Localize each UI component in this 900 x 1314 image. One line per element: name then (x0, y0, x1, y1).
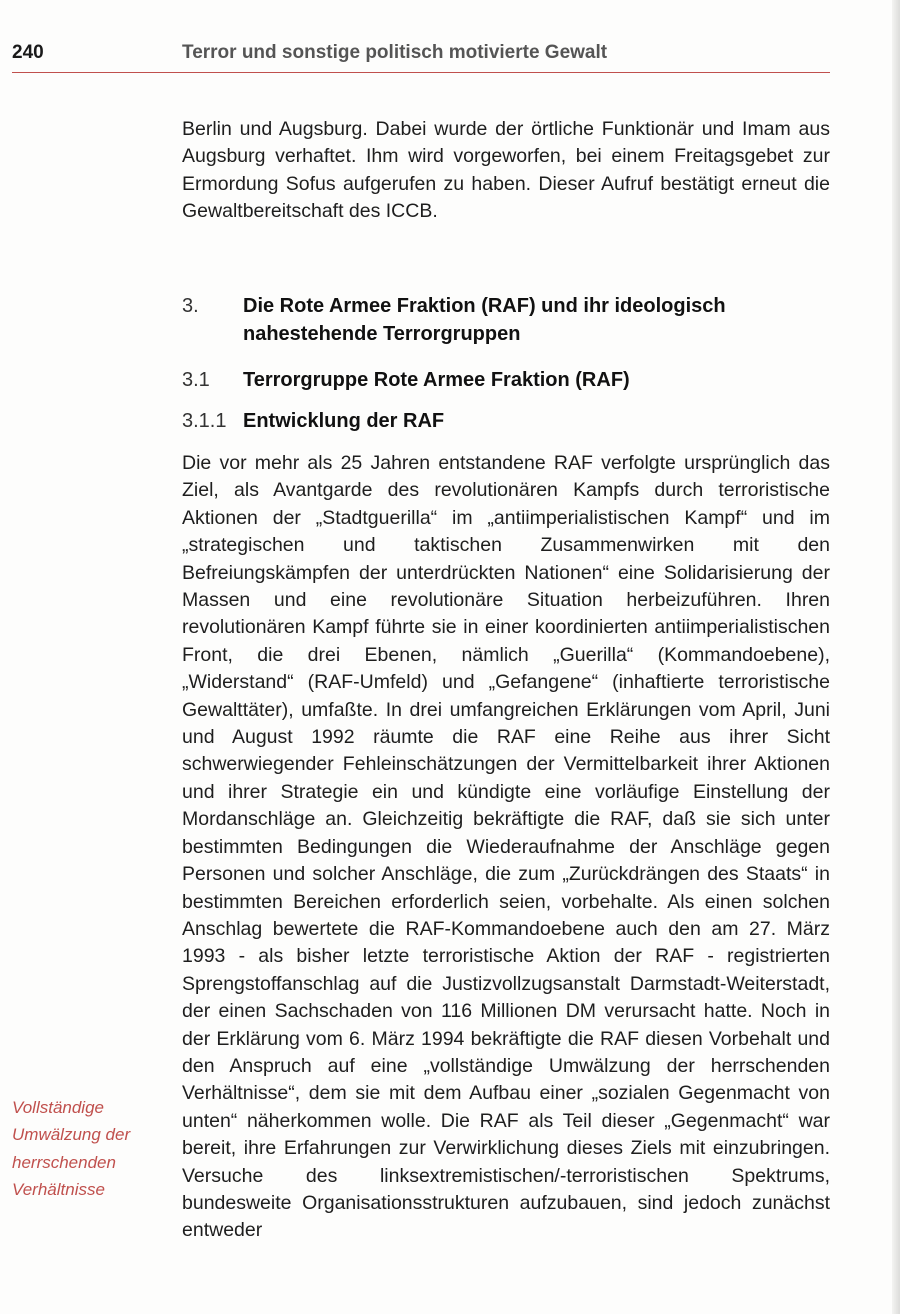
paragraph-raf-development: Die vor mehr als 25 Jahren entstandene RAF verfolgte ursprünglich das Ziel, als Avantgarde des revolutionären Kampfs durch terroristische Aktionen der „Stadtguerilla“ im „antiimperialistischen Kampf“ und im „strategischen und taktischen Zusammenwirken mit den Befreiungskämpfen der unterdrückten Nationen“ eine Solidarisierung der Massen und eine revolutionäre Situation herbeizuführen. Ihren revolutionären Kampf führte sie in einer koordinierten antiimperialistischen Front, die drei Ebenen, nämlich „Guerilla“ (Kommandoebene), „Widerstand“ (RAF-Umfeld) und „Gefangene“ (inhaftierte terroristische Gewalttäter), umfaßte. In drei umfangreichen Erklärungen vom April, Juni und August 1992 räumte die RAF eine Reihe aus ihrer Sicht schwerwiegender Fehleinschätzungen der Vermittelbarkeit ihrer Aktionen und ihrer Strategie ein und kündigte eine vorläufige Einstellung der Mordanschläge an. Gleichzeitig bekräftigte die RAF, daß sie sich unter bestimmten Bedingungen die Wiederaufnahme der Anschläge gegen Personen und solcher Anschläge, die zum „Zurückdrängen des Staats“ in bestimmten Bereichen erforderlich seien, vorbehalte. Als einen solchen Anschlag bewertete die RAF-Kommandoebene auch den am 27. März 1993 - als bisher letzte terroristische Aktion der RAF - registrierten Sprengstoffanschlag auf die Justizvollzugsanstalt Darmstadt-Weiterstadt, der einen Sachschaden von 116 Millionen DM verursacht hatte. Noch in der Erklärung vom 6. März 1994 bekräftigte die RAF diesen Vorbehalt und den Anspruch auf eine „vollständige Umwälzung der herrschenden Verhältnisse“, dem sie mit dem Aufbau einer „sozialen Gegenmacht von unten“ näherkommen wolle. Die RAF als Teil dieser „Gegenmacht“ war bereit, ihre Erfahrungen zur Verwirklichung dieses Ziels mit einzubringen. Versuche des linksextremistischen/-terroristischen Spektrums, bundesweite Organisationsstrukturen aufzubauen, sind jedoch zunächst entweder (182, 452, 830, 1242)
margin-note-line: Vollständige (12, 1098, 104, 1117)
section-number: 3. (182, 295, 199, 317)
section-title: Entwicklung der RAF (243, 410, 445, 432)
margin-note-line: Umwälzung der (12, 1125, 131, 1145)
section-number: 3.1.1 (182, 410, 227, 432)
section-number: 3.1 (182, 369, 210, 391)
running-title: Terror und sonstige politisch motivierte Gewalt (182, 42, 608, 63)
margin-note-line: Verhältnisse (12, 1180, 105, 1200)
paragraph-intro: Berlin und Augsburg. Dabei wurde der örtliche Funktionär und Imam aus Augsburg verhaftet. Ihm wird vorgeworfen, bei einem Freitagsgebet zur Ermordung Sofus aufgerufen zu haben. Dieser Aufruf bestätigt erneut die Gewaltbereitschaft des ICCB. (182, 118, 830, 223)
page-header (12, 40, 830, 73)
section-title: Terrorgruppe Rote Armee Fraktion (RAF) (243, 369, 630, 391)
section-title: Die Rote Armee Fraktion (RAF) und ihr ideologisch nahestehende Terrorgruppen (243, 295, 726, 345)
margin-note-line: herrschenden (12, 1152, 116, 1172)
margin-note (12, 1094, 162, 1204)
page-edge (892, 0, 900, 1314)
page-number: 240 (12, 42, 44, 63)
